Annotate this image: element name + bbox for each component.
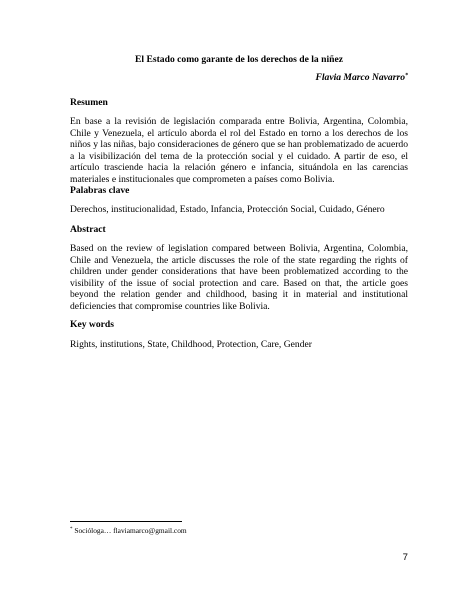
page-number: 7 <box>402 552 408 563</box>
resumen-heading: Resumen <box>70 97 108 108</box>
footnote-separator <box>70 521 182 522</box>
author-footnote-mark: * <box>405 73 408 79</box>
footnote-mark: * <box>70 527 73 532</box>
footnote-text: Socióloga… flaviamarco@gmail.com <box>72 526 187 535</box>
author-name: Flavia Marco Navarro <box>315 72 405 83</box>
key-words-text: Rights, institutions, State, Childhood, Protection, Care, Gender <box>70 339 312 350</box>
article-title: El Estado como garante de los derechos de la niñez <box>135 54 343 65</box>
key-words-heading: Key words <box>70 319 114 330</box>
resumen-paragraph: En base a la revisión de legislación comparada entre Bolivia, Argentina, Colombia, Chile y Venezuela, el artículo aborda el rol del Estado en torno a los derechos de los niños y las niñas, bajo consideraciones de género que se han problematizado de acuerdo a la visibilización del tema de la protección social y el cuidado. A partir de eso, el artículo trasciende hacia la relación género e infancia, situándola en las carencias materiales e institucionales que comprometen a países como Bolivia. <box>70 116 408 185</box>
palabras-clave-text: Derechos, institucionalidad, Estado, Infancia, Protección Social, Cuidado, Género <box>70 204 385 215</box>
author-line <box>315 72 408 84</box>
abstract-heading: Abstract <box>70 224 106 235</box>
abstract-paragraph: Based on the review of legislation compared between Bolivia, Argentina, Colombia, Chile and Venezuela, the article discusses the role of the state regarding the rights of children under gender considerations that have been problematized according to the visibility of the issue of social protection and care. Based on that, the article goes beyond the relation gender and childhood, basing it in material and institutional deficiencies that compromise countries like Bolivia. <box>70 243 408 312</box>
palabras-clave-heading: Palabras clave <box>70 185 130 196</box>
footnote <box>70 526 187 536</box>
